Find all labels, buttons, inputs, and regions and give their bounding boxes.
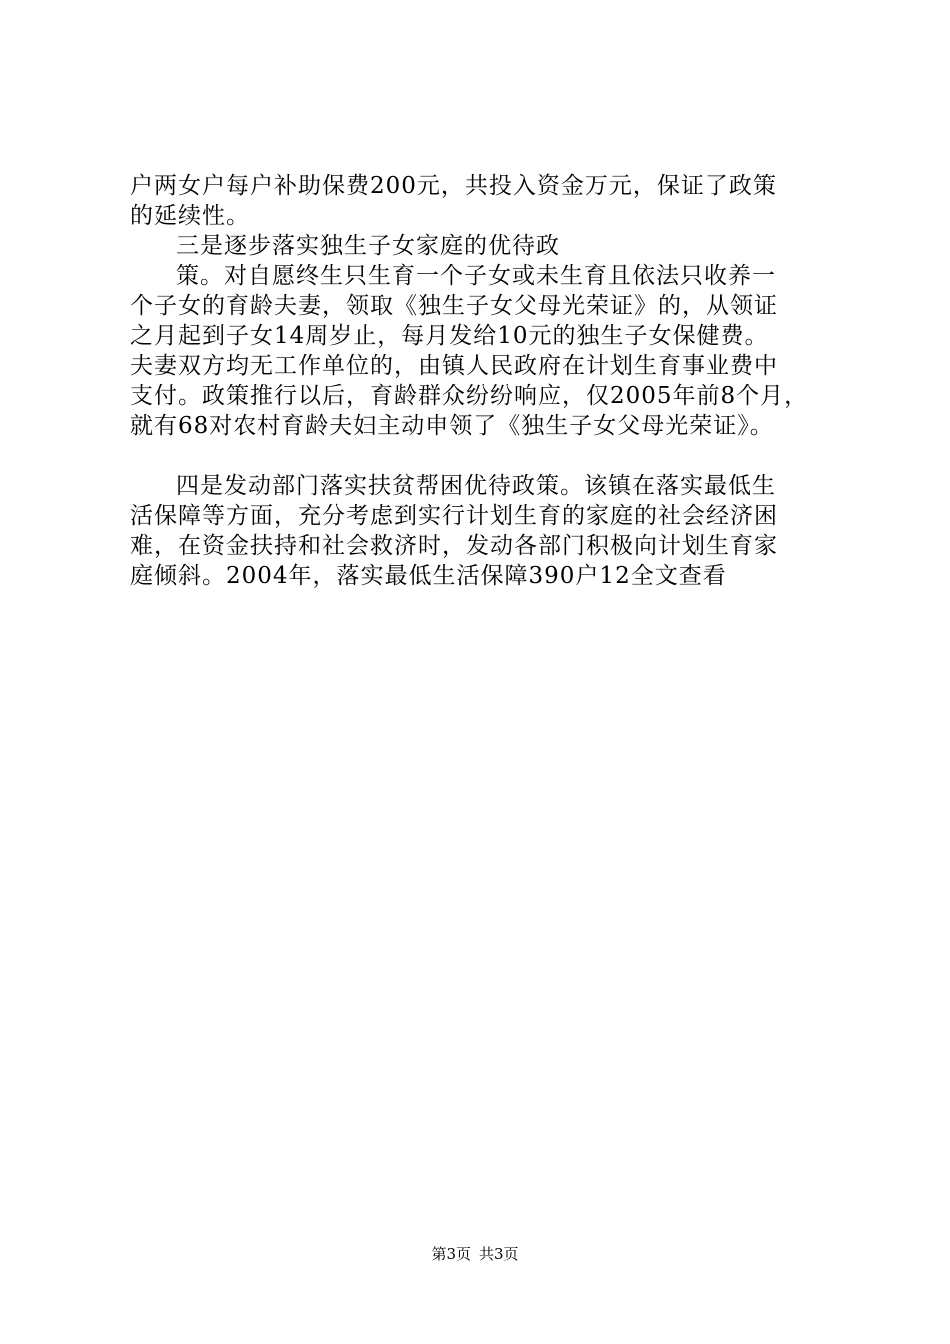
paragraph-start-line: 三是逐步落实独生子女家庭的优待政 xyxy=(176,233,560,259)
document-body xyxy=(130,171,835,591)
page-number-total: 共3页 xyxy=(479,1245,519,1263)
page-number-current: 第3页 xyxy=(431,1245,471,1263)
body-line: 个子女的育龄夫妻，领取《独生子女父母光荣证》的，从领证 xyxy=(130,293,778,319)
body-line: 夫妻双方均无工作单位的，由镇人民政府在计划生育事业费中 xyxy=(130,353,778,379)
body-line: 就有68对农村育龄夫妇主动申领了《独生子女父母光荣证》。 xyxy=(130,413,774,439)
body-line: 难，在资金扶持和社会救济时，发动各部门积极向计划生育家 xyxy=(130,533,778,559)
page-footer xyxy=(0,1244,950,1264)
body-line: 户两女户每户补助保费200元，共投入资金万元，保证了政策 xyxy=(130,173,777,199)
body-line: 支付。政策推行以后，育龄群众纷纷响应，仅2005年前8个月， xyxy=(130,383,809,409)
body-line: 之月起到子女14周岁止，每月发给10元的独生子女保健费。 xyxy=(130,323,769,349)
paragraph-start-line: 四是发动部门落实扶贫帮困优待政策。该镇在落实最低生 xyxy=(176,473,776,499)
paragraph-start-line: 策。对自愿终生只生育一个子女或未生育且依法只收养一 xyxy=(176,263,776,289)
paragraph-gap xyxy=(130,441,835,471)
body-line: 活保障等方面，充分考虑到实行计划生育的家庭的社会经济困 xyxy=(130,503,778,529)
body-line: 庭倾斜。2004年，落实最低生活保障390户12全文查看 xyxy=(130,563,727,589)
body-line: 的延续性。 xyxy=(130,203,250,229)
